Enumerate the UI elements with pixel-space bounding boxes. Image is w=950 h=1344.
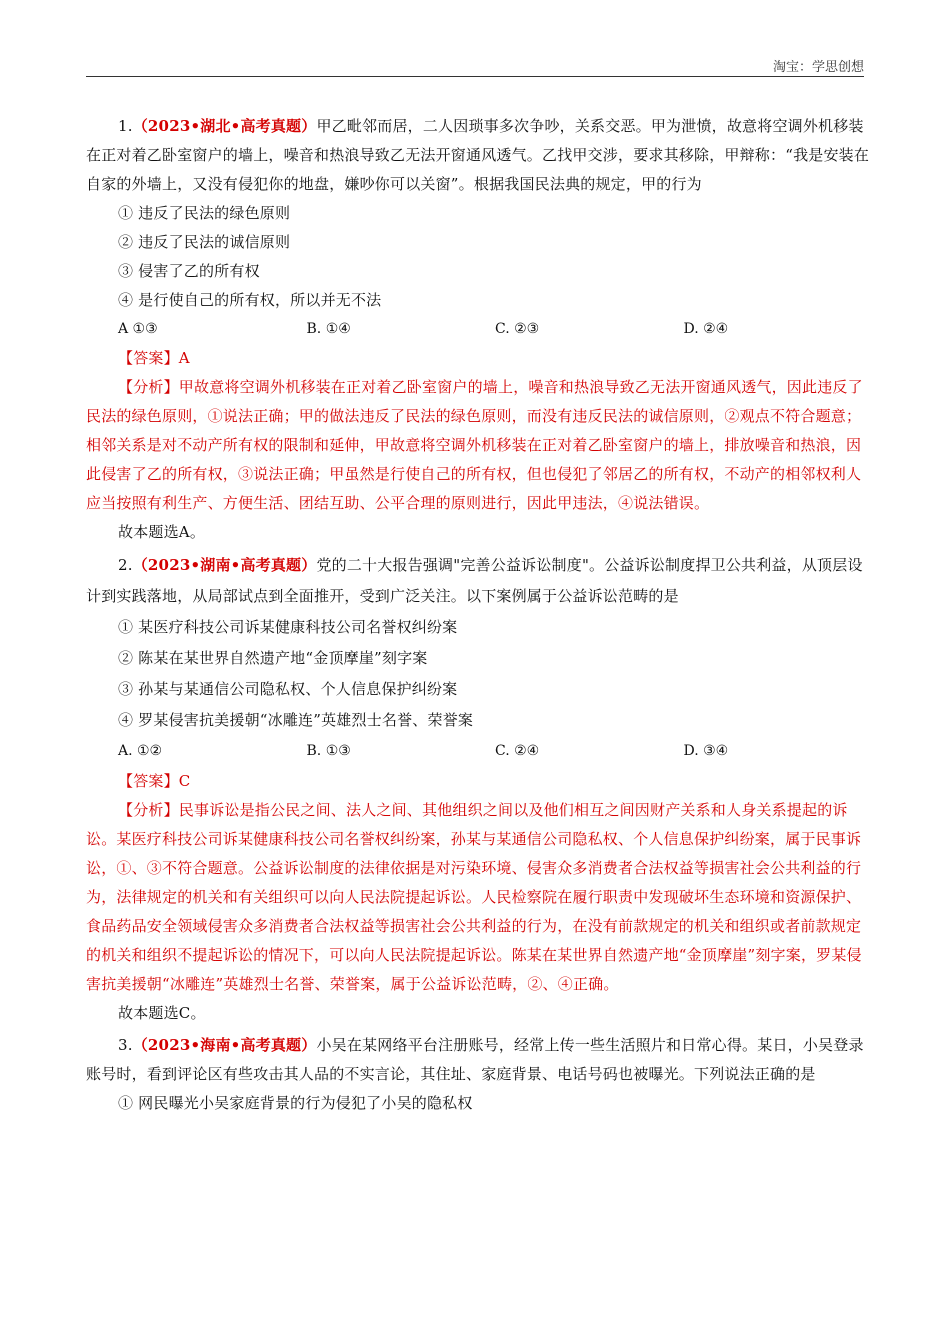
- question-source: （2023•湖北•高考真题）: [132, 117, 317, 135]
- page-header: [86, 56, 864, 77]
- question-stem: [86, 1031, 872, 1089]
- choice-row: [86, 736, 872, 767]
- question-source: （2023•湖南•高考真题）: [132, 556, 317, 574]
- question-stem: [86, 112, 872, 199]
- question-2: [86, 550, 872, 1028]
- choice-d: D. ②④: [683, 321, 729, 337]
- question-number: 1.: [118, 117, 133, 135]
- question-stem-first: 甲乙毗邻而居，二人因琐事多次争吵，关系交恶。甲为泄愤，故意将空调: [316, 117, 803, 135]
- question-source: （2023•海南•高考真题）: [132, 1036, 317, 1054]
- question-3: [86, 1031, 872, 1118]
- header-text: 淘宝：学思创想: [772, 60, 864, 75]
- analysis: 【分析】甲故意将空调外机移装在正对着乙卧室窗户的墙上，噪音和热浪导致乙无法开窗通风透气，因此违反了民法的绿色原则，①说法正确；甲的做法违反了民法的绿色原则，而没有违反民法的诚信原则，②观点不符合题意；相邻关系是对不动产所有权的限制和延伸，甲故意将空调外机移装在正对着乙卧室窗户的墙上，排放噪音和热浪，因此侵害了乙的所有权，③说法正确；甲虽然是行使自己的所有权，但也侵犯了邻居乙的所有权，不动产的相邻权利人应当按照有利生产、方便生活、团结互助、公平合理的原则进行，因此甲违法，④说法错误。: [86, 378, 863, 512]
- answer: 【答案】A: [118, 349, 190, 367]
- option: ③ 侵害了乙的所有权: [118, 262, 260, 280]
- conclusion: 故本题选C。: [118, 1004, 206, 1022]
- question-number: 3.: [118, 1036, 133, 1054]
- option: ④ 罗某侵害抗美援朝“冰雕连”英雄烈士名誉、荣誉案: [118, 711, 474, 729]
- choice-d: D. ③④: [683, 743, 729, 759]
- option: ① 网民曝光小吴家庭背景的行为侵犯了小吴的隐私权: [118, 1094, 473, 1112]
- question-number: 2.: [118, 556, 133, 574]
- option: ④ 是行使自己的所有权，所以并无不法: [118, 291, 382, 309]
- question-stem-first: 党的二十大报告强调"完善公益诉讼制度"。公益诉讼制度捍卫公共利益，: [316, 556, 802, 574]
- choice-b: B. ①④: [306, 321, 351, 337]
- question-stem-first: 小吴在某网络平台注册账号，经常上传一些生活照片和日常心得。某日，: [316, 1036, 803, 1054]
- document-body: [86, 112, 872, 1118]
- choice-a: A ①③: [118, 321, 158, 337]
- choice-c: C. ②③: [495, 321, 540, 337]
- choice-c: C. ②④: [495, 743, 540, 759]
- choice-a: A. ①②: [118, 743, 163, 759]
- option: ① 违反了民法的绿色原则: [118, 204, 291, 222]
- option: ② 陈某在某世界自然遗产地“金顶摩崖”刻字案: [118, 649, 428, 667]
- conclusion: 故本题选A。: [118, 523, 206, 541]
- option: ③ 孙某与某通信公司隐私权、个人信息保护纠纷案: [118, 680, 458, 698]
- option: ① 某医疗科技公司诉某健康科技公司名誉权纠纷案: [118, 618, 458, 636]
- answer: 【答案】C: [118, 772, 191, 790]
- choice-row: [86, 315, 872, 344]
- analysis: 【分析】民事诉讼是指公民之间、法人之间、其他组织之间以及他们相互之间因财产关系和人身关系提起的诉讼。某医疗科技公司诉某健康科技公司名誉权纠纷案，孙某与某通信公司隐私权、个人信息保护纠纷案，属于民事诉讼，①、③不符合题意。公益诉讼制度的法律依据是对污染环境、侵害众多消费者合法权益等损害社会公共利益的行为，法律规定的机关和有关组织可以向人民法院提起诉讼。人民检察院在履行职责中发现破坏生态环境和资源保护、食品药品安全领域侵害众多消费者合法权益等损害社会公共利益的行为，在没有前款规定的机关和组织或者前款规定的机关和组织不提起诉讼的情况下，可以向人民法院提起诉讼。陈某在某世界自然遗产地“金顶摩崖”刻字案，罗某侵害抗美援朝“冰雕连”英雄烈士名誉、荣誉案，属于公益诉讼范畴，②、④正确。: [86, 801, 862, 993]
- question-stem-rest: 从顶层设计到实践落地，从局部试点到全面推开，受到广泛关注。以下案例属于公益诉讼范畴的是: [86, 556, 863, 605]
- question-stem: [86, 550, 872, 612]
- question-stem-rest: 小吴登录账号时，看到评论区有些攻击其人品的不实言论，其住址、家庭背景、电话号码也被曝光。下列说法正确的是: [86, 1036, 864, 1083]
- choice-b: B. ①③: [306, 743, 351, 759]
- question-stem-rest: 外机移装在正对着乙卧室窗户的墙上，噪音和热浪导致乙无法开窗通风透气。乙找甲交涉，要求其移除，甲辩称：“我是安装在自家的外墙上，又没有侵犯你的地盘，嫌吵你可以关窗”。根据我国民法典的规定，甲的行为: [86, 117, 870, 193]
- option: ② 违反了民法的诚信原则: [118, 233, 291, 251]
- question-1: [86, 112, 872, 547]
